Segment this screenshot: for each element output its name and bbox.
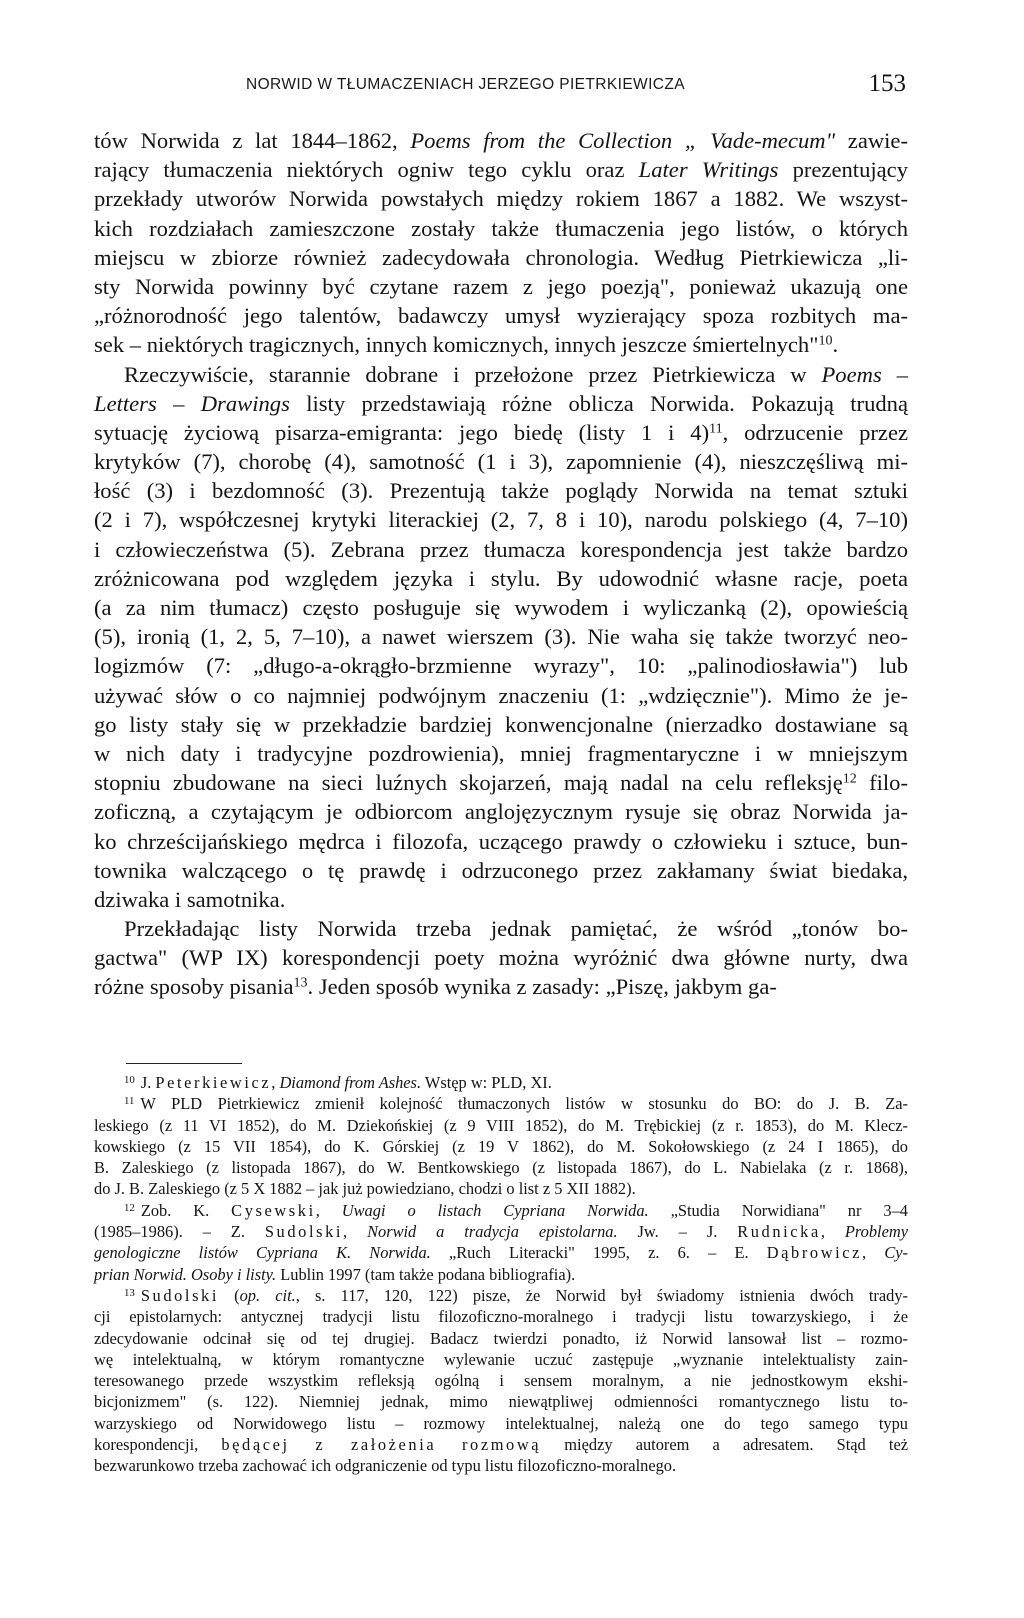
text-line: dziwaka i samotnika. <box>94 886 286 912</box>
text-line: różne sposoby pisania$^{13}$. Jeden sposób wynika z zasady: „Piszę, jakbym ga- <box>94 974 777 1000</box>
footnote-line: zdecydowanie odcinał się od tej drugiej. Badacz twierdzi ponadto, iż Norwid lansował list – rozmo- <box>94 1328 908 1348</box>
text-line: (a za nim tłumacz) często posługuje się wywodem i wyliczanką (2), opowieścią <box>94 595 908 620</box>
page-header <box>94 72 906 102</box>
text-line: gactwa" (WP IX) korespondencji poety można wyróżnić dwa główne nurty, dwa <box>94 945 908 971</box>
footnote-line: $^{11}$ W PLD Pietrkiewicz zmienił kolejność tłumaczonych listów w stosunku do BO: do J. B. Za- <box>124 1094 908 1114</box>
text-line: Przekładając listy Norwida trzeba jednak pamiętać, że wśród „tonów bo- <box>124 916 908 942</box>
footnote-line: leskiego (z 11 VI 1852), do M. Dziekońskiej (z 9 VIII 1852), do M. Trębickiej (z r. 1853), do M. Klecz- <box>94 1115 908 1135</box>
text-line: (2 i 7), współczesnej krytyki literackiej (2, 7, 8 i 10), narodu polskiego (4, 7–10) <box>94 507 908 533</box>
running-title: NORWID W TŁUMACZENIACH JERZEGO PIETRKIEWICZA <box>246 76 685 93</box>
text-line: go listy stały się w przekładzie bardziej konwencjonalne (nierzadko dostawiane są <box>94 711 908 737</box>
text-line: kich rozdziałach zamieszczone zostały także tłumaczenia jego listów, o których <box>94 215 908 241</box>
main-text <box>94 126 908 1002</box>
text-line: zróżnicowana pod względem języka i stylu. By udowodnić własne racje, poeta <box>94 565 908 591</box>
footnote-line: teresowanego przede wszystkim refleksją ogólną i sensem moralnym, a nie jednostkowym ekshi- <box>94 1371 908 1391</box>
text-line: łość (3) i bezdomność (3). Prezentują także poglądy Norwida na temat sztuki <box>94 478 908 504</box>
footnote-line: $^{10}$ J. Peterkiewicz, Diamond from Ashes. Wstęp w: PLD, XI. <box>124 1073 552 1092</box>
text-line: zoficzną, a czytającym je odbiorcom anglojęzycznym rysuje się obraz Norwida ja- <box>94 799 908 825</box>
text-line: krytyków (7), chorobę (4), samotność (1 i 3), zapomnienie (4), nieszczęśliwą mi- <box>94 449 908 475</box>
footnote-line: prian Norwid. Osoby i listy. Lublin 1997 (tam także podana bibliografia). <box>94 1264 576 1284</box>
text-line: miejscu w zbiorze również zadecydowała chronologia. Według Pietrkiewicza „li- <box>94 244 908 270</box>
text-line: (5), ironią (1, 2, 5, 7–10), a nawet wierszem (3). Nie waha się także tworzyć neo- <box>94 624 908 650</box>
footnote-line: cji epistolarnych: antycznej tradycji listu filozoficzno-moralnego i tradycji listu towarzyskiego, i że <box>94 1307 908 1327</box>
text-line: w nich daty i tradycyjne pozdrowienia), mniej fragmentaryczne i w mniejszym <box>94 740 908 766</box>
footnote-line: warzyskiego od Norwidowego listu – rozmowy intelektualnej, należą one do tego samego typu <box>94 1413 908 1433</box>
text-line: sty Norwida powinny być czytane razem z jego poezją", ponieważ ukazują one <box>94 273 908 299</box>
footnote-line: kowskiego (z 15 VII 1854), do K. Górskiej (z 19 V 1862), do M. Sokołowskiego (z 24 I 1865), do <box>94 1136 908 1156</box>
footnote-line: bezwarunkowo trzeba zachować ich odgraniczenie od typu listu filozoficzno-moralnego. <box>94 1456 677 1476</box>
text-line: tów Norwida z lat 1844–1862, Poems from the Collection „ Vade-mecum" zawie- <box>94 128 908 153</box>
footnote-line: B. Zaleskiego (z listopada 1867), do W. Bentkowskiego (z listopada 1867), do L. Nabielaka (z r. 1868), <box>94 1158 908 1178</box>
text-line: przekłady utworów Norwida powstałych między rokiem 1867 a 1882. We wszyst- <box>94 186 908 212</box>
footnote-line: genologiczne listów Cypriana K. Norwida. „Ruch Literacki" 1995, z. 6. – E. Dąbrowicz, Cy- <box>94 1243 908 1263</box>
text-line: Rzeczywiście, starannie dobrane i przełożone przez Pietrkiewicza w Poems – <box>124 361 909 387</box>
text-line: townika walczącego o tę prawdę i odrzuconego przez zakłamany świat biedaka, <box>94 857 908 883</box>
text-line: logizmów (7: „długo-a-okrągło-brzmienne wyrazy", 10: „palinodiosławia") lub <box>94 653 908 679</box>
text-line: Letters – Drawings listy przedstawiają różne oblicza Norwida. Pokazują trudną <box>94 390 908 416</box>
footnote-line: (1985–1986). – Z. Sudolski, Norwid a tradycja epistolarna. Jw. – J. Rudnicka, Problemy <box>94 1222 908 1242</box>
text-line: rający tłumaczenia niektórych ogniw tego cyklu oraz Later Writings prezentujący <box>94 157 908 183</box>
footnote-separator <box>126 1063 242 1064</box>
text-line: ko chrześcijańskiego mędrca i filozofa, uczącego prawdy o człowieku i sztuce, bun- <box>94 828 908 854</box>
text-line: „różnorodność jego talentów, badawczy umysł wyzierający spoza rozbitych ma- <box>94 303 908 329</box>
text-line: i człowieczeństwa (5). Zebrana przez tłumacza korespondencja jest także bardzo <box>94 536 908 562</box>
text-line: sek – niektórych tragicznych, innych komicznych, innych jeszcze śmiertelnych"$^{10}$. <box>94 332 839 358</box>
footnote-line: wę intelektualną, w którym romantyczne wylewanie uczuć zastępuje „wyznanie intelektualisty zain- <box>94 1349 908 1369</box>
footnote-line: $^{13}$ Sudolski (op. cit., s. 117, 120, 122) pisze, że Norwid był świadomy istnienia dwóch trady- <box>124 1285 908 1305</box>
text-line: sytuację życiową pisarza-emigranta: jego biedę (listy 1 i 4)$^{11}$, odrzucenie przez <box>94 419 909 445</box>
footnote-line: bicjonizmem" (s. 122). Niemniej jednak, mimo niewątpliwej odmienności romantycznego listu to- <box>94 1392 908 1412</box>
footnote-line: do J. B. Zaleskiego (z 5 X 1882 – jak już powiedziano, chodzi o list z 5 XII 1882). <box>94 1179 636 1199</box>
footnote-line: $^{12}$ Zob. K. Cysewski, Uwagi o listach Cypriana Norwida. „Studia Norwidiana" nr 3–4 <box>124 1200 908 1220</box>
text-line: stopniu zbudowane na sieci luźnych skojarzeń, mają nadal na celu refleksję$^{12}$ filo- <box>94 770 908 796</box>
page-number: 153 <box>868 70 906 97</box>
text-line: używać słów o co najmniej podwójnym znaczeniu (1: „wdzięcznie"). Mimo że je- <box>94 682 908 708</box>
footnote-line: korespondencji, będącej z założenia rozmową między autorem a adresatem. Stąd też <box>94 1435 908 1455</box>
footnotes <box>94 1072 908 1477</box>
